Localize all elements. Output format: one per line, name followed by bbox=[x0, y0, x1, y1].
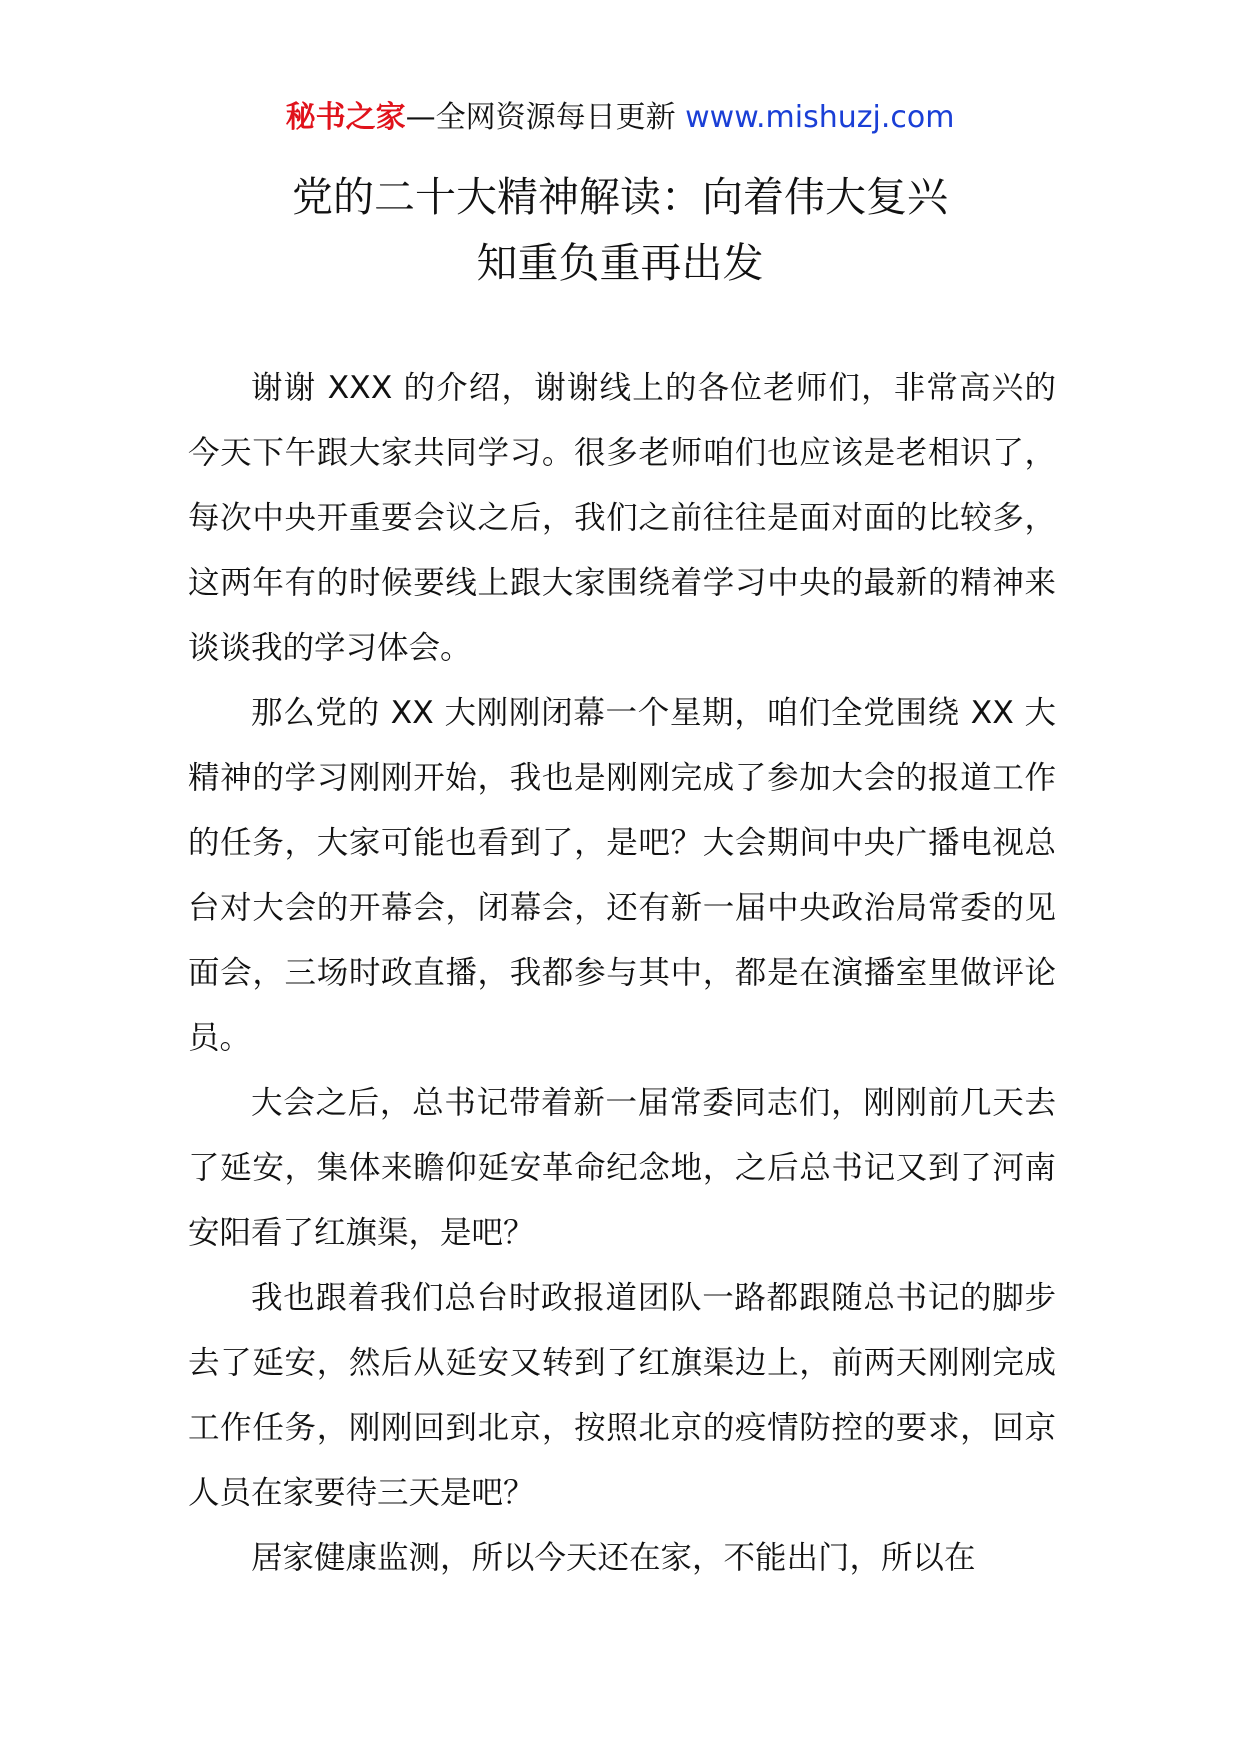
paragraph: 谢谢 XXX 的介绍，谢谢线上的各位老师们，非常高兴的今天下午跟大家共同学习。很多老师咱们也应该是老相识了，每次中央开重要会议之后，我们之前往往是面对面的比较多，这两年有的时候要线上跟大家围绕着学习中央的最新的精神来谈谈我的学习体会。 bbox=[188, 370, 1056, 666]
paragraph: 大会之后，总书记带着新一届常委同志们，刚刚前几天去了延安，集体来瞻仰延安革命纪念地，之后总书记又到了河南安阳看了红旗渠，是吧？ bbox=[188, 1085, 1056, 1251]
title-line-2: 知重负重再出发 bbox=[476, 239, 764, 287]
site-header bbox=[0, 98, 1240, 138]
brand-name: 秘书之家 bbox=[285, 100, 406, 135]
title-line-1: 党的二十大精神解读：向着伟大复兴 bbox=[292, 173, 948, 221]
document-body bbox=[188, 356, 1056, 1591]
paragraph: 居家健康监测，所以今天还在家，不能出门，所以在 bbox=[251, 1540, 976, 1576]
paragraph: 那么党的 XX 大刚刚闭幕一个星期，咱们全党围绕 XX 大精神的学习刚刚开始，我也是刚刚完成了参加大会的报道工作的任务，大家可能也看到了，是吧？大会期间中央广播电视总台对大会的开幕会，闭幕会，还有新一届中央政治局常委的见面会，三场时政直播，我都参与其中，都是在演播室里做评论员。 bbox=[188, 695, 1056, 1056]
document-title bbox=[0, 164, 1240, 296]
paragraph: 我也跟着我们总台时政报道团队一路都跟随总书记的脚步去了延安，然后从延安又转到了红旗渠边上，前两天刚刚完成工作任务，刚刚回到北京，按照北京的疫情防控的要求，回京人员在家要待三天是吧？ bbox=[188, 1280, 1056, 1511]
header-tagline: —全网资源每日更新 bbox=[405, 100, 676, 135]
site-url-link[interactable]: www.mishuzj.com bbox=[685, 100, 955, 135]
